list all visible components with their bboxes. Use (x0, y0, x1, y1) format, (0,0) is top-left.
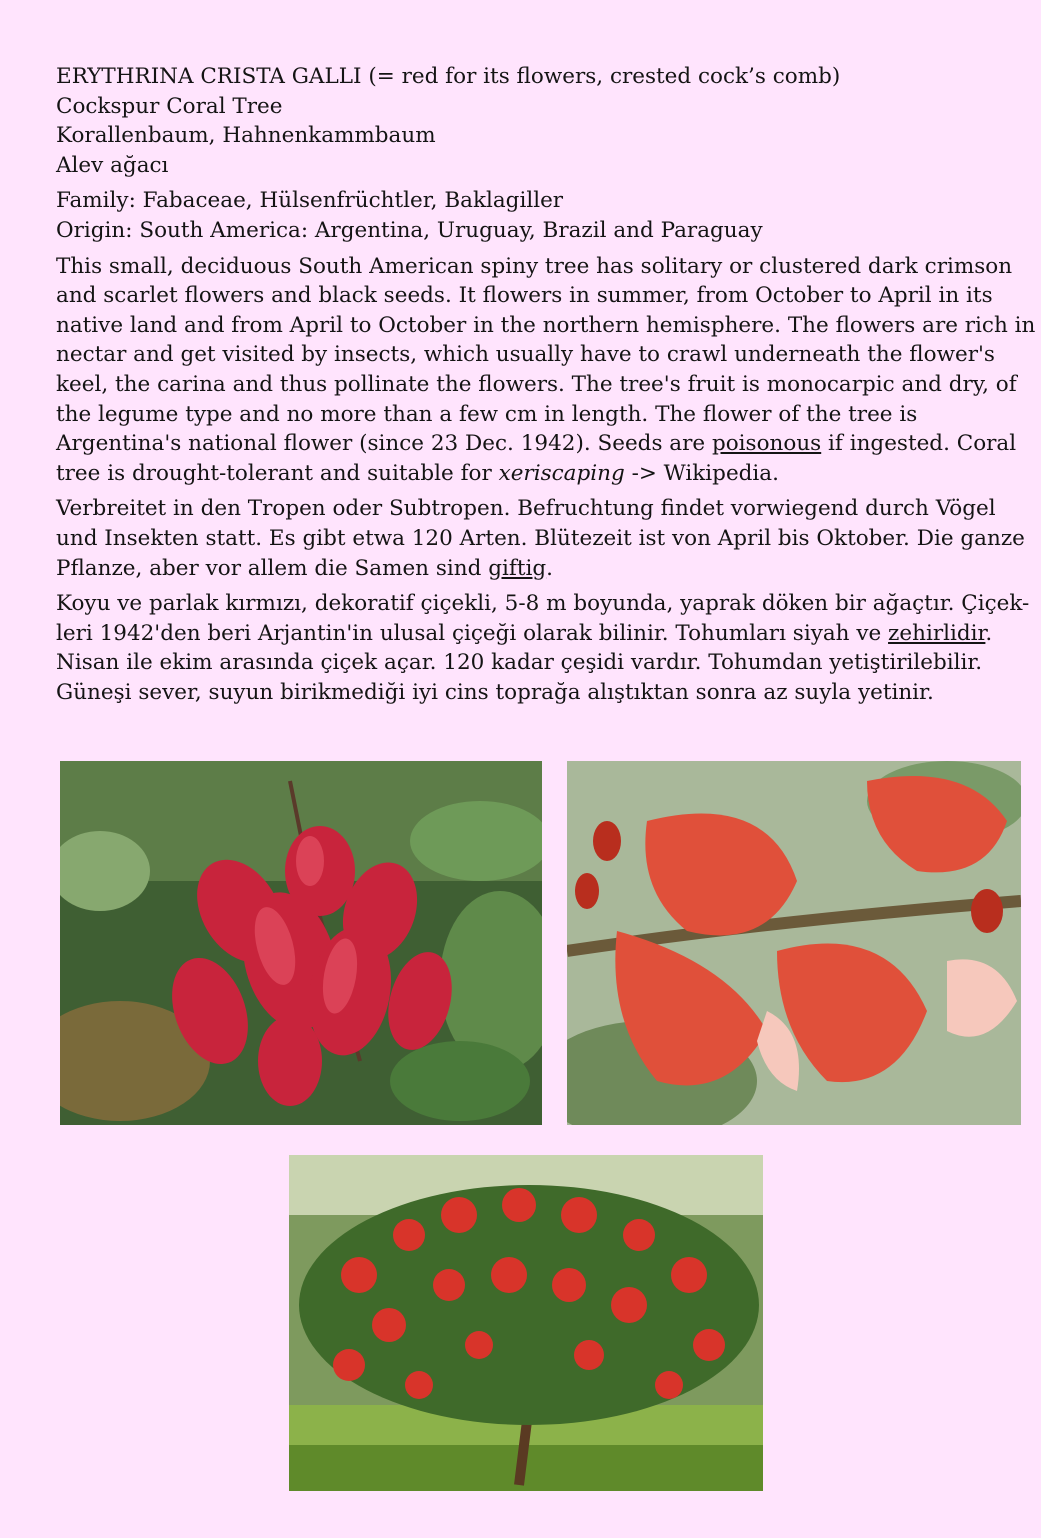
english-common-name: Cockspur Coral Tree (56, 93, 283, 119)
english-description (56, 252, 1036, 489)
scientific-name-title: ERYTHRINA CRISTA GALLI (= red for its flowers, crested cock’s comb) (56, 64, 841, 89)
scarlet-flower-closeup-illustration (567, 761, 1021, 1125)
english-line-4: nectar and get visited by insects, which usually have to crawl underneath the flower's (56, 342, 995, 368)
english-line-7-end: if ingested. Coral (821, 431, 1017, 457)
crimson-flower-cluster-illustration (60, 761, 542, 1125)
turkish-line-2-end: . (985, 620, 993, 646)
english-line-6: the legume type and no more than a few cm in length. The flower of the tree is (56, 401, 918, 427)
english-line-7-start: Argentina's national flower (since 23 Dec. 1942). Seeds are (56, 431, 712, 457)
english-line-1: This small, deciduous South American spiny tree has solitary or clustered dark crimson (56, 253, 1013, 279)
english-line-8-start: tree is drought-tolerant and suitable for (56, 460, 499, 486)
english-line-2: and scarlet flowers and black seeds. It flowers in summer, from October to April in its (56, 283, 993, 309)
german-line-3-end: . (546, 555, 553, 581)
zehirlidir-link[interactable]: zehirlidir (888, 620, 986, 646)
german-line-2: und Insekten statt. Es gibt etwa 120 Arten. Blütezeit ist von April bis Oktober. Die ganze (56, 525, 1025, 551)
english-line-8-end: -> Wikipedia. (624, 460, 779, 486)
turkish-line-2 (56, 619, 1011, 649)
origin-line: Origin: South America: Argentina, Uruguay, Brazil and Paraguay (56, 217, 763, 243)
german-description (56, 494, 1025, 583)
german-line-3 (56, 554, 1011, 584)
family-line: Family: Fabaceae, Hülsenfrüchtler, Baklagiller (56, 188, 564, 214)
turkish-line-2-start: leri 1942'den beri Arjantin'in ulusal çiçeği olarak bilinir. Tohumları siyah ve (56, 620, 889, 646)
whole-tree-photo (289, 1155, 763, 1491)
whole-tree-illustration (289, 1155, 763, 1491)
turkish-description (56, 589, 1030, 707)
giftig-link[interactable]: giftig (488, 555, 547, 581)
english-line-8 (56, 459, 1011, 489)
german-line-1: Verbreitet in den Tropen oder Subtropen. Befruchtung findet vorwiegend durch Vögel (56, 496, 996, 522)
german-common-name: Korallenbaum, Hahnenkammbaum (56, 123, 436, 149)
english-line-7 (56, 429, 1017, 459)
names-block (56, 62, 1011, 180)
crimson-flower-cluster-photo (60, 761, 542, 1125)
article-text (56, 62, 1036, 713)
turkish-line-1: Koyu ve parlak kırmızı, dekoratif çiçekli, 5-8 m boyunda, yaprak döken bir ağaçtır. Çiçek- (56, 591, 1030, 617)
turkish-line-4: Güneşi sever, suyun birikmediği iyi cins toprağa alıştıktan sonra az suyla yetinir. (56, 679, 934, 705)
xeriscaping-term: xeriscaping (498, 460, 625, 486)
turkish-line-3: Nisan ile ekim arasında çiçek açar. 120 kadar çeşidi vardır. Tohumdan yetiştirilebilir. (56, 650, 983, 676)
poisonous-link[interactable]: poisonous (711, 431, 822, 457)
taxonomy-block (56, 186, 1011, 245)
english-line-5: keel, the carina and thus pollinate the flowers. The tree's fruit is monocarpic and dry, of (56, 371, 1017, 397)
german-line-3-start: Pflanze, aber vor allem die Samen sind (56, 555, 489, 581)
english-line-3: native land and from April to October in the northern hemisphere. The flowers are rich in (56, 312, 1036, 338)
scarlet-flower-closeup-photo (567, 761, 1021, 1125)
turkish-common-name: Alev ağacı (56, 152, 169, 178)
